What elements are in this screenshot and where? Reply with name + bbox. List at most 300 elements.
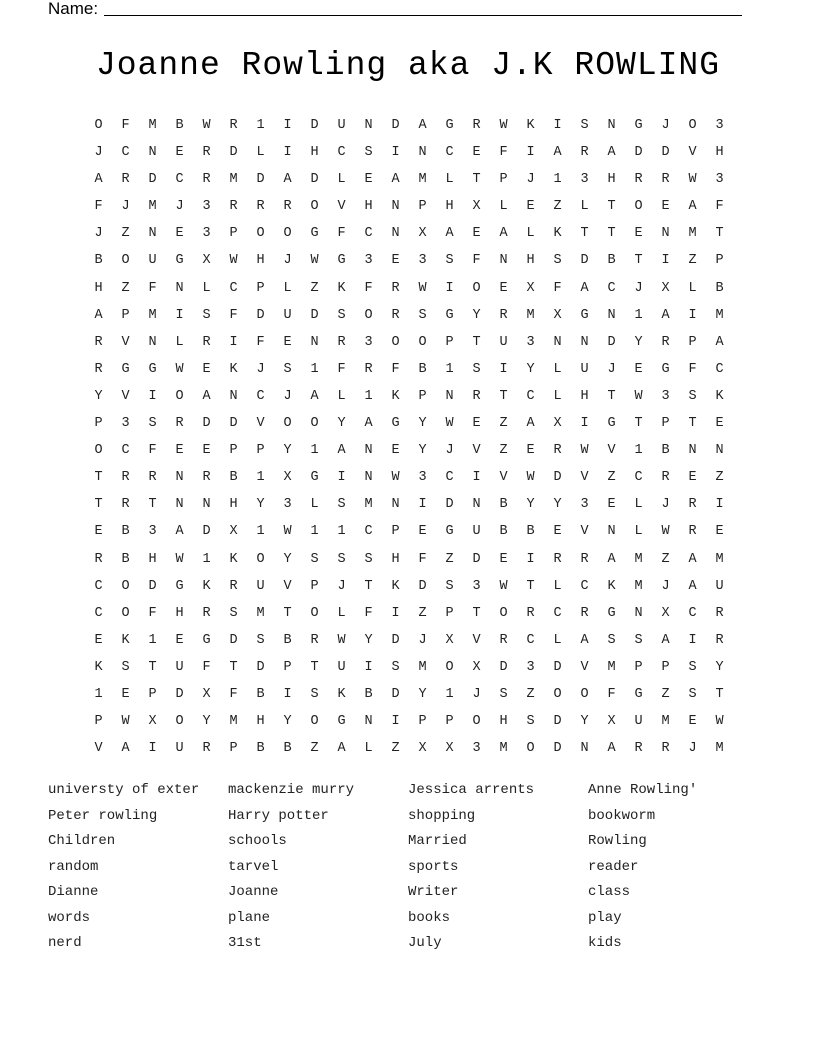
grid-letter: N <box>364 470 373 486</box>
grid-letter: T <box>94 470 103 486</box>
grid-letter: C <box>364 226 373 242</box>
grid-letter: X <box>553 416 562 432</box>
grid-letter: H <box>94 280 103 296</box>
grid-letter: C <box>337 145 346 161</box>
grid-letter: Z <box>553 199 562 215</box>
grid-letter: N <box>364 443 373 459</box>
grid-letter: K <box>337 280 346 296</box>
grid-letter: I <box>418 497 427 513</box>
grid-letter: D <box>229 145 238 161</box>
grid-letter: T <box>634 253 643 269</box>
grid-letter: S <box>310 686 319 702</box>
grid-letter: P <box>499 172 508 188</box>
grid-letter: Z <box>121 226 130 242</box>
grid-letter: D <box>472 551 481 567</box>
grid-letter: L <box>256 145 265 161</box>
grid-letter: 3 <box>715 118 724 133</box>
grid-letter: E <box>634 361 643 377</box>
grid-letter: R <box>94 361 103 377</box>
grid-letter: D <box>310 307 319 323</box>
grid-letter: E <box>472 416 481 432</box>
grid-letter: L <box>175 334 184 350</box>
grid-letter: R <box>202 470 211 486</box>
grid-letter: N <box>634 605 643 621</box>
grid-letter: O <box>580 686 589 702</box>
grid-letter: I <box>283 118 292 133</box>
grid-letter: B <box>94 253 103 269</box>
grid-letter: V <box>256 416 265 432</box>
grid-letter: P <box>715 253 724 269</box>
grid-letter: R <box>715 632 724 648</box>
grid-letter: N <box>364 714 373 730</box>
grid-letter: X <box>472 199 481 215</box>
grid-letter: Y <box>580 714 589 730</box>
grid-letter: J <box>94 226 103 242</box>
grid-letter: T <box>364 578 373 594</box>
grid-letter: R <box>688 524 697 540</box>
grid-letter: Z <box>310 280 319 296</box>
grid-letter: P <box>418 388 427 404</box>
grid-letter: H <box>715 145 724 161</box>
grid-letter: E <box>364 172 373 188</box>
grid-letter: P <box>391 524 400 540</box>
grid-letter: O <box>283 416 292 432</box>
grid-letter: E <box>175 443 184 459</box>
letter-grid <box>85 112 733 762</box>
grid-letter: G <box>634 118 643 133</box>
grid-letter: X <box>661 605 670 621</box>
grid-letter: R <box>391 280 400 296</box>
grid-letter: G <box>121 361 130 377</box>
grid-letter: R <box>472 388 481 404</box>
grid-letter: Y <box>526 361 535 377</box>
grid-letter: D <box>175 686 184 702</box>
grid-letter: U <box>175 659 184 675</box>
grid-letter: T <box>607 199 616 215</box>
grid-letter: L <box>337 388 346 404</box>
grid-letter: N <box>688 443 697 459</box>
grid-letter: 3 <box>715 172 724 188</box>
grid-letter: O <box>391 334 400 350</box>
grid-letter: 1 <box>310 443 319 459</box>
grid-letter: Y <box>364 632 373 648</box>
grid-letter: T <box>580 226 589 242</box>
grid-letter: P <box>94 714 103 730</box>
grid-letter: J <box>472 686 481 702</box>
grid-letter: D <box>310 172 319 188</box>
grid-letter: F <box>148 443 157 459</box>
grid-letter: M <box>715 551 724 567</box>
word-list-item: mackenzie murry <box>228 782 355 798</box>
grid-letter: E <box>661 199 670 215</box>
grid-letter: 3 <box>418 253 427 269</box>
grid-letter: O <box>634 199 643 215</box>
grid-letter: K <box>553 226 562 242</box>
grid-letter: F <box>553 280 562 296</box>
grid-letter: K <box>391 388 400 404</box>
grid-letter: O <box>94 443 103 459</box>
grid-letter: B <box>499 524 508 540</box>
grid-letter: K <box>202 578 211 594</box>
grid-letter: K <box>715 388 724 404</box>
grid-letter: S <box>337 307 346 323</box>
grid-letter: P <box>310 578 319 594</box>
grid-letter: D <box>661 145 670 161</box>
word-list <box>48 778 768 957</box>
grid-letter: R <box>229 578 238 594</box>
grid-letter: M <box>148 199 157 215</box>
grid-letter: H <box>526 253 535 269</box>
grid-letter: M <box>148 307 157 323</box>
grid-letter: J <box>661 118 670 133</box>
grid-letter: C <box>553 605 562 621</box>
grid-letter: R <box>580 145 589 161</box>
grid-letter: Y <box>553 497 562 513</box>
grid-letter: F <box>337 361 346 377</box>
grid-letter: T <box>310 659 319 675</box>
grid-letter: W <box>715 714 724 730</box>
grid-letter: P <box>94 416 103 432</box>
grid-letter: R <box>634 172 643 188</box>
grid-letter: W <box>688 172 697 188</box>
grid-letter: N <box>580 741 589 757</box>
grid-letter: 3 <box>283 497 292 513</box>
grid-letter: V <box>499 470 508 486</box>
grid-letter: A <box>391 172 400 188</box>
grid-letter: L <box>202 280 211 296</box>
grid-letter: S <box>445 578 454 594</box>
grid-letter: R <box>553 551 562 567</box>
grid-letter: O <box>256 551 265 567</box>
grid-letter: F <box>94 199 103 215</box>
grid-letter: V <box>283 578 292 594</box>
grid-letter: E <box>175 632 184 648</box>
grid-letter: F <box>337 226 346 242</box>
grid-letter: N <box>607 118 616 133</box>
grid-letter: R <box>283 199 292 215</box>
grid-letter: S <box>418 307 427 323</box>
grid-letter: N <box>229 388 238 404</box>
grid-letter: T <box>715 226 724 242</box>
grid-letter: I <box>526 551 535 567</box>
grid-letter: 3 <box>202 226 211 242</box>
word-list-item: bookworm <box>588 807 656 824</box>
grid-letter: D <box>445 497 454 513</box>
grid-letter: M <box>418 172 427 188</box>
grid-letter: K <box>337 686 346 702</box>
grid-letter: L <box>553 632 562 648</box>
word-list-item: reader <box>588 858 639 875</box>
grid-letter: S <box>391 659 400 675</box>
grid-letter: 1 <box>148 632 157 648</box>
grid-letter: M <box>634 578 643 594</box>
grid-letter: N <box>391 497 400 513</box>
grid-letter: U <box>175 741 184 757</box>
grid-letter: O <box>364 307 373 323</box>
grid-letter: M <box>634 551 643 567</box>
grid-letter: W <box>283 524 292 540</box>
grid-letter: O <box>310 416 319 432</box>
grid-letter: A <box>94 307 103 323</box>
grid-letter: Z <box>445 551 454 567</box>
grid-letter: E <box>472 226 481 242</box>
grid-letter: K <box>229 551 238 567</box>
grid-letter: M <box>229 172 238 188</box>
grid-letter: T <box>229 659 238 675</box>
grid-letter: A <box>580 280 589 296</box>
grid-letter: P <box>121 307 130 323</box>
grid-letter: E <box>283 334 292 350</box>
grid-letter: V <box>580 659 589 675</box>
grid-letter: P <box>256 443 265 459</box>
grid-letter: S <box>364 551 373 567</box>
grid-letter: R <box>337 334 346 350</box>
grid-letter: K <box>121 632 130 648</box>
word-list-item: Joanne <box>228 884 279 900</box>
grid-letter: E <box>472 145 481 161</box>
grid-letter: Z <box>688 253 697 269</box>
grid-letter: V <box>607 443 616 459</box>
grid-letter: Y <box>283 714 292 730</box>
grid-letter: R <box>202 334 211 350</box>
grid-letter: D <box>418 578 427 594</box>
grid-letter: D <box>391 632 400 648</box>
grid-letter: L <box>580 199 589 215</box>
grid-letter: A <box>121 741 130 757</box>
grid-letter: G <box>445 118 454 133</box>
grid-letter: G <box>607 605 616 621</box>
grid-letter: M <box>607 659 616 675</box>
grid-letter: S <box>553 253 562 269</box>
grid-letter: 1 <box>445 686 454 702</box>
grid-letter: S <box>499 686 508 702</box>
word-list-item: 31st <box>228 935 262 951</box>
grid-letter: I <box>337 470 346 486</box>
grid-letter: R <box>580 605 589 621</box>
grid-letter: I <box>661 253 670 269</box>
grid-letter: W <box>202 118 211 133</box>
grid-letter: G <box>607 416 616 432</box>
grid-letter: Z <box>661 551 670 567</box>
grid-letter: 3 <box>661 388 670 404</box>
grid-letter: X <box>202 253 211 269</box>
grid-letter: L <box>337 605 346 621</box>
grid-letter: V <box>94 741 103 757</box>
grid-letter: G <box>337 253 346 269</box>
grid-letter: I <box>283 686 292 702</box>
grid-letter: B <box>526 524 535 540</box>
grid-letter: G <box>580 307 589 323</box>
grid-letter: R <box>499 632 508 648</box>
grid-letter: P <box>445 714 454 730</box>
grid-letter: Y <box>418 686 427 702</box>
grid-letter: H <box>580 388 589 404</box>
grid-letter: F <box>418 551 427 567</box>
grid-letter: M <box>526 307 535 323</box>
grid-letter: X <box>229 524 238 540</box>
grid-letter: 1 <box>202 551 211 567</box>
grid-letter: A <box>661 632 670 648</box>
grid-letter: P <box>256 280 265 296</box>
grid-letter: K <box>229 361 238 377</box>
grid-letter: G <box>445 524 454 540</box>
grid-letter: W <box>499 578 508 594</box>
grid-letter: Z <box>526 686 535 702</box>
grid-letter: I <box>526 145 535 161</box>
grid-letter: J <box>526 172 535 188</box>
grid-letter: 3 <box>202 199 211 215</box>
word-list-item: Anne Rowling' <box>588 782 698 798</box>
grid-letter: D <box>634 145 643 161</box>
grid-letter: J <box>634 280 643 296</box>
name-field <box>48 0 742 22</box>
grid-letter: H <box>310 145 319 161</box>
grid-letter: I <box>445 280 454 296</box>
grid-letter: C <box>634 470 643 486</box>
grid-letter: T <box>715 686 724 702</box>
grid-letter: J <box>337 578 346 594</box>
grid-letter: H <box>175 605 184 621</box>
grid-letter: P <box>418 199 427 215</box>
word-list-item: Harry potter <box>228 807 329 824</box>
grid-letter: W <box>391 470 400 486</box>
grid-letter: R <box>661 470 670 486</box>
grid-letter: I <box>364 659 373 675</box>
grid-letter: R <box>229 199 238 215</box>
grid-letter: X <box>445 632 454 648</box>
grid-letter: S <box>148 416 157 432</box>
grid-letter: I <box>148 388 157 404</box>
grid-letter: V <box>688 145 697 161</box>
grid-letter: N <box>715 443 724 459</box>
grid-letter: R <box>202 741 211 757</box>
grid-letter: 3 <box>148 524 157 540</box>
grid-letter: Y <box>634 334 643 350</box>
grid-letter: N <box>580 334 589 350</box>
grid-letter: O <box>472 280 481 296</box>
grid-letter: X <box>283 470 292 486</box>
grid-letter: H <box>391 551 400 567</box>
grid-letter: R <box>661 741 670 757</box>
grid-letter: W <box>175 361 184 377</box>
grid-letter: A <box>607 145 616 161</box>
grid-letter: W <box>634 388 643 404</box>
grid-letter: Y <box>337 416 346 432</box>
grid-letter: E <box>715 524 724 540</box>
grid-letter: G <box>337 714 346 730</box>
word-list-item: Children <box>48 833 116 849</box>
grid-letter: N <box>391 199 400 215</box>
grid-letter: R <box>364 361 373 377</box>
grid-letter: E <box>94 632 103 648</box>
grid-letter: T <box>634 416 643 432</box>
grid-letter: A <box>607 741 616 757</box>
grid-letter: O <box>175 388 184 404</box>
grid-letter: H <box>607 172 616 188</box>
grid-letter: O <box>310 714 319 730</box>
grid-letter: C <box>229 280 238 296</box>
grid-letter: Z <box>391 741 400 757</box>
grid-letter: L <box>445 172 454 188</box>
grid-letter: R <box>202 145 211 161</box>
grid-letter: P <box>688 334 697 350</box>
grid-letter: O <box>499 605 508 621</box>
grid-letter: R <box>256 199 265 215</box>
grid-letter: N <box>418 145 427 161</box>
grid-letter: U <box>256 578 265 594</box>
grid-letter: D <box>391 118 400 133</box>
grid-letter: S <box>526 714 535 730</box>
grid-letter: L <box>553 578 562 594</box>
grid-letter: S <box>688 659 697 675</box>
grid-letter: W <box>526 470 535 486</box>
grid-letter: C <box>94 605 103 621</box>
grid-letter: T <box>472 605 481 621</box>
grid-letter: F <box>607 686 616 702</box>
grid-letter: E <box>121 686 130 702</box>
grid-letter: 1 <box>310 524 319 540</box>
grid-letter: U <box>580 361 589 377</box>
grid-letter: C <box>121 443 130 459</box>
grid-letter: J <box>121 199 130 215</box>
word-list-item: universty of exter <box>48 782 200 798</box>
grid-letter: K <box>526 118 535 133</box>
word-list-item: shopping <box>408 807 476 824</box>
grid-letter: J <box>445 443 454 459</box>
grid-letter: V <box>472 632 481 648</box>
grid-letter: D <box>148 172 157 188</box>
grid-letter: Z <box>499 443 508 459</box>
grid-letter: F <box>148 280 157 296</box>
grid-letter: S <box>337 551 346 567</box>
grid-letter: A <box>607 551 616 567</box>
grid-letter: C <box>121 145 130 161</box>
grid-letter: M <box>229 714 238 730</box>
grid-letter: S <box>580 118 589 133</box>
grid-letter: F <box>364 280 373 296</box>
grid-letter: C <box>715 361 724 377</box>
grid-letter: T <box>283 605 292 621</box>
grid-letter: A <box>715 334 724 350</box>
grid-letter: J <box>661 497 670 513</box>
grid-letter: A <box>337 443 346 459</box>
grid-letter: O <box>526 741 535 757</box>
grid-letter: 1 <box>94 686 103 702</box>
grid-letter: N <box>661 226 670 242</box>
grid-letter: E <box>391 443 400 459</box>
grid-letter: P <box>229 741 238 757</box>
grid-letter: E <box>607 497 616 513</box>
grid-letter: O <box>121 605 130 621</box>
grid-letter: I <box>688 632 697 648</box>
grid-letter: X <box>607 714 616 730</box>
grid-letter: A <box>688 578 697 594</box>
grid-letter: L <box>634 497 643 513</box>
grid-letter: E <box>175 145 184 161</box>
grid-letter: S <box>688 388 697 404</box>
grid-letter: R <box>175 416 184 432</box>
grid-letter: I <box>499 361 508 377</box>
grid-letter: W <box>499 118 508 133</box>
grid-letter: D <box>580 253 589 269</box>
grid-letter: Y <box>715 659 724 675</box>
grid-letter: R <box>148 470 157 486</box>
grid-letter: I <box>391 605 400 621</box>
grid-letter: D <box>256 172 265 188</box>
grid-letter: X <box>202 686 211 702</box>
grid-letter: K <box>94 659 103 675</box>
grid-letter: T <box>688 416 697 432</box>
